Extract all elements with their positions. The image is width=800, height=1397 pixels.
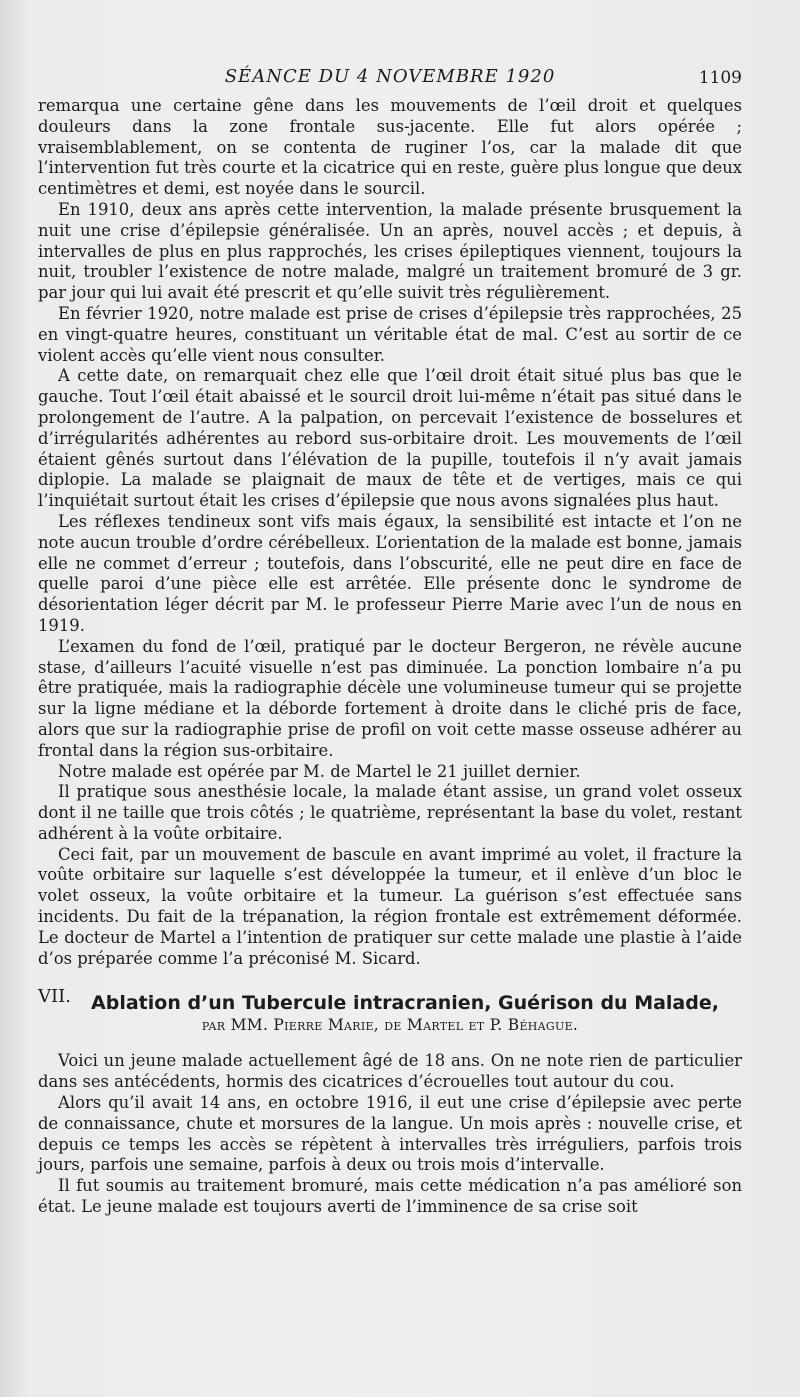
body-text-top [38, 96, 742, 969]
paragraph: Il pratique sous anesthésie locale, la malade étant assise, un grand volet osseux dont il ne taille que trois côtés ; le quatrième, représentant la base du volet, restant adhérent à la voûte orbitaire. [38, 782, 742, 843]
paragraph: L’examen du fond de l’œil, pratiqué par le docteur Bergeron, ne révèle aucune stase, d’ailleurs l’acuité visuelle n’est pas diminuée. La ponction lombaire n’a pu être pratiquée, mais la radiographie décèle une volumineuse tumeur qui se projette sur la ligne médiane et la déborde fortement à droite dans le cliché pris de face, alors que sur la radiographie prise de profil on voit cette masse osseuse adhérer au frontal dans la région sus-orbitaire. [38, 636, 742, 760]
section-authors: par MM. Pierre Marie, de Martel et P. Béhague. [201, 1016, 579, 1035]
paragraph: Ceci fait, par un mouvement de bascule en avant imprimé au volet, il fracture la voûte orbitaire sur laquelle s’est développée la tumeur, et il enlève d’un bloc le volet osseux, la voûte orbitaire et la tumeur. La guérison s’est effectuée sans incidents. Du fait de la trépanation, la région frontale est extrêmement déformée. Le docteur de Martel a l’intention de pratiquer sur cette malade une plastie à l’aide d’os préparée comme l’a préconisé M. Sicard. [38, 844, 742, 968]
paragraph: En 1910, deux ans après cette intervention, la malade présente brusquement la nuit une crise d’épilepsie généralisée. Un an après, nouvel accès ; et depuis, à intervalles de plus en plus rapprochés, les crises épileptiques viennent, toujours la nuit, troubler l’existence de notre malade, malgré un traitement bromuré de 3 gr. par jour qui lui avait été prescrit et qu’elle suivit très régulièrement. [38, 199, 742, 303]
section-vii [38, 986, 742, 1217]
paragraph: Notre malade est opérée par M. de Martel le 21 juillet dernier. [58, 761, 581, 781]
body-text-bottom [38, 1051, 742, 1217]
running-title: SÉANCE DU 4 NOVEMBRE 1920 [224, 66, 556, 87]
section-number: VII. [38, 986, 71, 1008]
paragraph: Il fut soumis au traitement bromuré, mais cette médication n’a pas amélioré son état. Le jeune malade est toujours averti de l’imminence de sa crise soit [38, 1176, 742, 1217]
section-title: Ablation d’un Tubercule intracranien, Guérison du Malade, [91, 992, 719, 1015]
page-number: 1109 [698, 68, 742, 88]
paragraph: Les réflexes tendineux sont vifs mais égaux, la sensibilité est intacte et l’on ne note aucun trouble d’ordre cérébelleux. L’orientation de la malade est bonne, jamais elle ne commet d’erreur ; toutefois, dans l’obscurité, elle ne peut dire en face de quelle paroi d’une pièce elle est arrêtée. Elle présente donc le syndrome de désorientation léger décrit par M. le professeur Pierre Marie avec l’un de nous en 1919. [38, 511, 742, 635]
paragraph: Alors qu’il avait 14 ans, en octobre 1916, il eut une crise d’épilepsie avec perte de connaissance, chute et morsures de la langue. Un mois après : nouvelle crise, et depuis ce temps les accès se répètent à intervalles très irréguliers, parfois trois jours, parfois une semaine, parfois à deux ou trois mois d’intervalle. [38, 1093, 742, 1175]
running-header [38, 62, 742, 96]
paragraph: remarqua une certaine gêne dans les mouvements de l’œil droit et quelques douleurs dans la zone frontale sus-jacente. Elle fut alors opérée ; vraisemblablement, on se contenta de ruginer l’os, car la malade dit que l’intervention fut très courte et la cicatrice qui en reste, guère plus longue que deux centimètres et demi, est noyée dans le sourcil. [38, 96, 742, 199]
section-heading [38, 986, 742, 1015]
paragraph: En février 1920, notre malade est prise de crises d’épilepsie très rapprochées, 25 en vingt-quatre heures, constituant un véritable état de mal. C’est au sortir de ce violent accès qu’elle vient nous consulter. [38, 303, 742, 365]
paragraph: Voici un jeune malade actuellement âgé de 18 ans. On ne note rien de particulier dans ses antécédents, hormis des cicatrices d’écrouelles tout autour du cou. [38, 1051, 742, 1092]
paragraph: A cette date, on remarquait chez elle que l’œil droit était situé plus bas que le gauche. Tout l’œil était abaissé et le sourcil droit lui-même n’était pas situé dans le prolongement de l’autre. A la palpation, on percevait l’existence de bosselures et d’irrégularités adhérentes au rebord sus-orbitaire droit. Les mouvements de l’œil étaient gênés surtout dans l’élévation de la pupille, toutefois il n’y avait jamais diplopie. La malade se plaignait de maux de tête et de vertiges, mais ce qui l’inquiétait surtout était les crises d’épilepsie que nous avons signalées plus haut. [38, 366, 742, 511]
